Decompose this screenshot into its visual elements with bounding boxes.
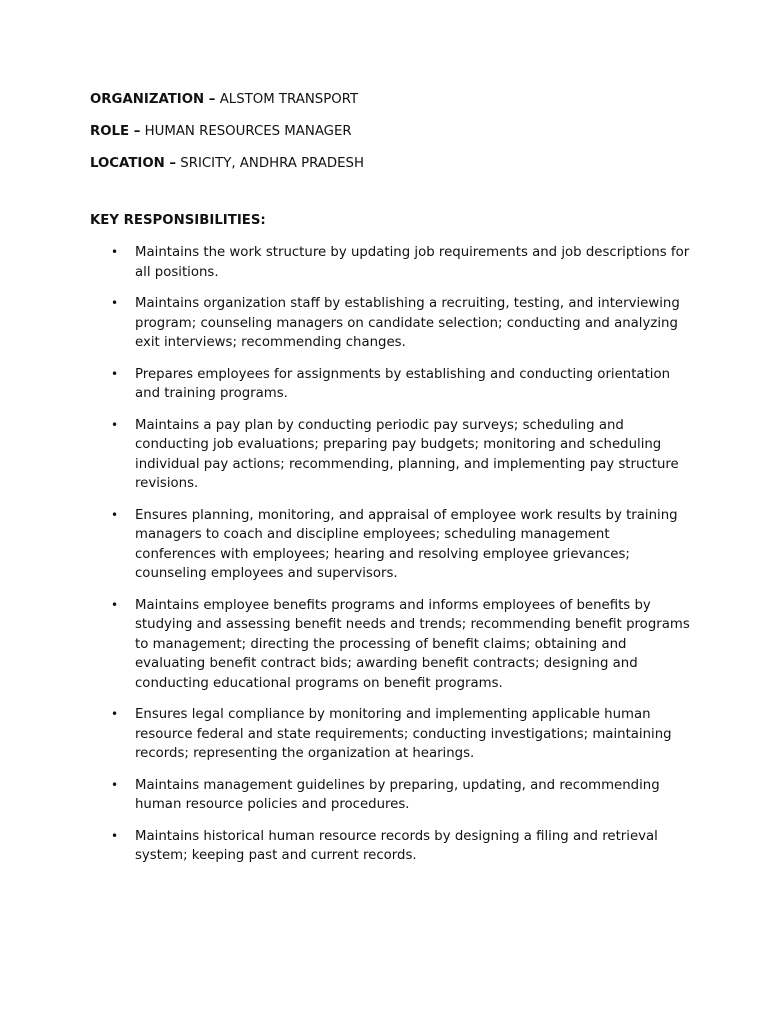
bullet-icon: • — [111, 366, 119, 381]
list-item — [90, 776, 690, 815]
responsibilities-list — [90, 243, 690, 866]
list-item-text: Ensures legal compliance by monitoring and implementing applicable human resource federal and state requirements; conducting investigations; maintaining records; representing the organization at hearings. — [135, 707, 672, 761]
bullet-icon: • — [111, 777, 119, 792]
list-item-text: Maintains organization staff by establishing a recruiting, testing, and interviewing program; counseling managers on candidate selection; conducting and analyzing exit interviews; recommending changes. — [135, 296, 680, 350]
list-item — [90, 365, 690, 404]
list-item-text: Maintains a pay plan by conducting periodic pay surveys; scheduling and conducting job evaluations; preparing pay budgets; monitoring and scheduling individual pay actions; recommending, planning, and implementing pay structure revisions. — [135, 417, 679, 491]
list-item-text: Prepares employees for assignments by establishing and conducting orientation and training programs. — [135, 366, 671, 401]
bullet-icon: • — [111, 597, 119, 612]
list-item-text: Maintains employee benefits programs and informs employees of benefits by studying and assessing benefit needs and trends; recommending benefit programs to management; directing the processing of benefit claims; obtaining and evaluating benefit contract bids; awarding benefit contracts; designing and conducting educational programs on benefit programs. — [135, 597, 690, 691]
organization-line — [90, 90, 690, 110]
list-item-text: Maintains the work structure by updating job requirements and job descriptions for all positions. — [135, 245, 690, 280]
list-item — [90, 827, 690, 866]
bullet-icon: • — [111, 828, 119, 843]
role-line — [90, 122, 690, 142]
list-item-text: Ensures planning, monitoring, and appraisal of employee work results by training managers to coach and discipline employees; scheduling management conferences with employees; hearing and resolving employee grievances; counseling employees and supervisors. — [135, 507, 678, 581]
organization-value: ALSTOM TRANSPORT — [219, 92, 359, 107]
bullet-icon: • — [111, 707, 119, 721]
role-value: HUMAN RESOURCES MANAGER — [144, 124, 352, 139]
location-line — [90, 154, 690, 174]
bullet-icon: • — [111, 296, 119, 310]
list-item-text: Maintains management guidelines by preparing, updating, and recommending human resource policies and procedures. — [135, 777, 660, 812]
key-responsibilities-heading: KEY RESPONSIBILITIES: — [90, 213, 266, 228]
list-item — [90, 294, 690, 353]
location-value: SRICITY, ANDHRA PRADESH — [180, 156, 364, 171]
list-item — [90, 243, 690, 282]
list-item — [90, 416, 690, 494]
bullet-icon: • — [111, 245, 119, 259]
list-item — [90, 506, 690, 584]
list-item-text: Maintains historical human resource records by designing a filing and retrieval system; keeping past and current records. — [135, 828, 658, 863]
list-item — [90, 596, 690, 694]
document-page — [90, 90, 690, 878]
location-label: LOCATION – — [90, 156, 177, 171]
bullet-icon: • — [111, 507, 119, 522]
bullet-icon: • — [111, 417, 119, 432]
organization-label: ORGANIZATION – — [90, 92, 216, 107]
role-label: ROLE – — [90, 124, 141, 139]
list-item — [90, 705, 690, 764]
